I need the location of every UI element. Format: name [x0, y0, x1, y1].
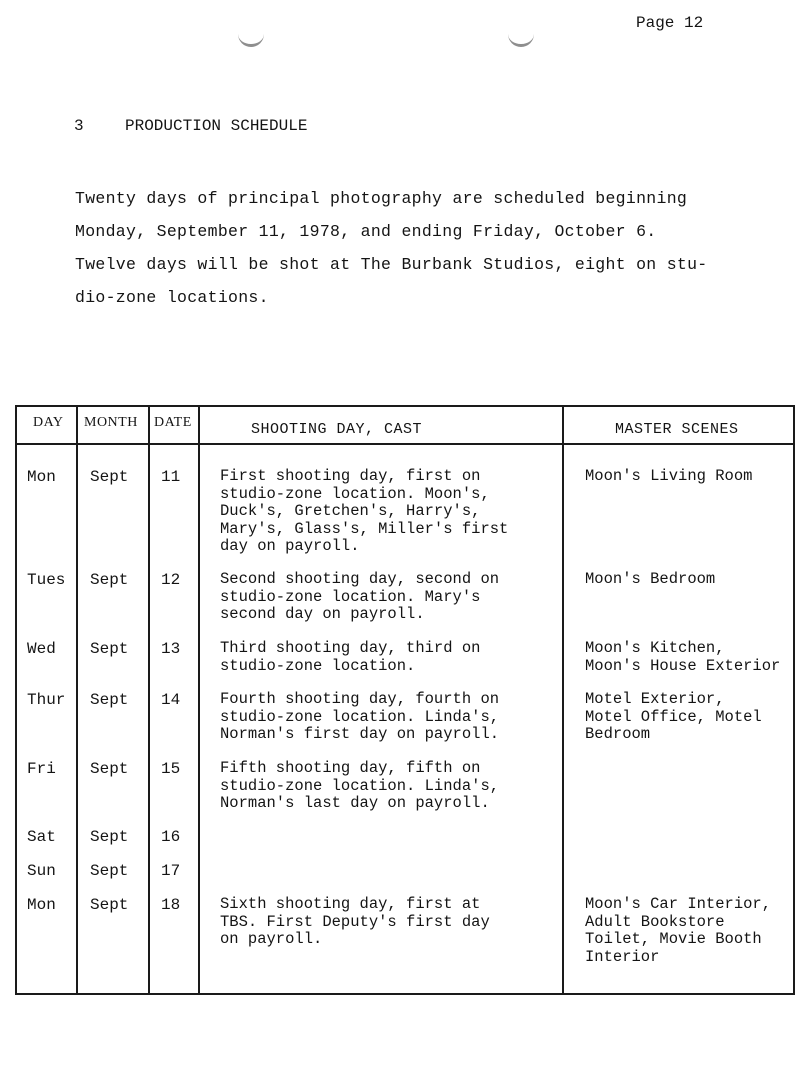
cell-date: 16	[161, 828, 181, 846]
cell-day: Thur	[27, 691, 66, 709]
cell-month: Sept	[90, 760, 129, 778]
cell-date: 14	[161, 691, 181, 709]
cell-day: Mon	[27, 468, 56, 486]
header-divider	[17, 443, 793, 445]
header-month: MONTH	[84, 415, 138, 430]
cell-master-scenes: Moon's Living Room	[585, 468, 753, 485]
section-title: PRODUCTION SCHEDULE	[125, 117, 308, 135]
cell-month: Sept	[90, 862, 129, 880]
header-shooting-day-cast: SHOOTING DAY, CAST	[251, 421, 423, 438]
cell-date: 11	[161, 468, 181, 486]
header-day: DAY	[33, 415, 64, 430]
cell-date: 15	[161, 760, 181, 778]
cell-shooting-day-cast: Third shooting day, third on studio-zone location.	[220, 639, 481, 675]
cell-day: Fri	[27, 760, 56, 778]
cell-day: Wed	[27, 640, 56, 658]
cell-master-scenes: Moon's Bedroom	[585, 571, 716, 588]
page-number: Page 12	[636, 14, 704, 32]
intro-line: Twenty days of principal photography are scheduled beginning	[75, 189, 688, 208]
cell-master-scenes: Moon's Car Interior, Adult Bookstore Toilet, Movie Booth Interior	[585, 896, 772, 966]
header-date: DATE	[154, 415, 192, 430]
cell-shooting-day-cast: Second shooting day, second on studio-zone location. Mary's second day on payroll.	[220, 570, 500, 623]
cell-month: Sept	[90, 828, 129, 846]
intro-line: Monday, September 11, 1978, and ending Friday, October 6.	[75, 222, 657, 241]
intro-paragraph	[75, 182, 715, 314]
intro-line: dio-zone locations.	[75, 288, 269, 307]
cell-day: Sat	[27, 828, 56, 846]
cell-date: 18	[161, 896, 181, 914]
section-number: 3	[74, 117, 84, 135]
column-divider	[198, 407, 200, 993]
punch-hole-right	[508, 30, 534, 47]
production-schedule-table	[15, 405, 795, 995]
section-heading	[74, 117, 307, 135]
cell-master-scenes: Motel Exterior, Motel Office, Motel Bedroom	[585, 691, 762, 743]
cell-month: Sept	[90, 571, 129, 589]
cell-shooting-day-cast: Fourth shooting day, fourth on studio-zone location. Linda's, Norman's first day on payroll.	[220, 690, 500, 743]
cell-day: Sun	[27, 862, 56, 880]
cell-date: 12	[161, 571, 181, 589]
cell-shooting-day-cast: First shooting day, first on studio-zone location. Moon's, Duck's, Gretchen's, Harry's, Mary's, Glass's, Miller's first day on payroll.	[220, 467, 509, 555]
cell-date: 17	[161, 862, 181, 880]
cell-month: Sept	[90, 640, 129, 658]
cell-shooting-day-cast: Fifth shooting day, fifth on studio-zone location. Linda's, Norman's last day on payroll.	[220, 759, 500, 812]
cell-month: Sept	[90, 896, 129, 914]
intro-line: Twelve days will be shot at The Burbank Studios, eight on stu-	[75, 255, 708, 274]
cell-day: Tues	[27, 571, 66, 589]
header-master-scenes: MASTER SCENES	[615, 421, 739, 438]
cell-master-scenes: Moon's Kitchen, Moon's House Exterior	[585, 640, 781, 675]
column-divider	[76, 407, 78, 993]
column-divider	[148, 407, 150, 993]
cell-shooting-day-cast: Sixth shooting day, first at TBS. First Deputy's first day on payroll.	[220, 895, 490, 948]
cell-month: Sept	[90, 691, 129, 709]
cell-day: Mon	[27, 896, 56, 914]
cell-date: 13	[161, 640, 181, 658]
cell-month: Sept	[90, 468, 129, 486]
punch-hole-left	[238, 30, 264, 47]
